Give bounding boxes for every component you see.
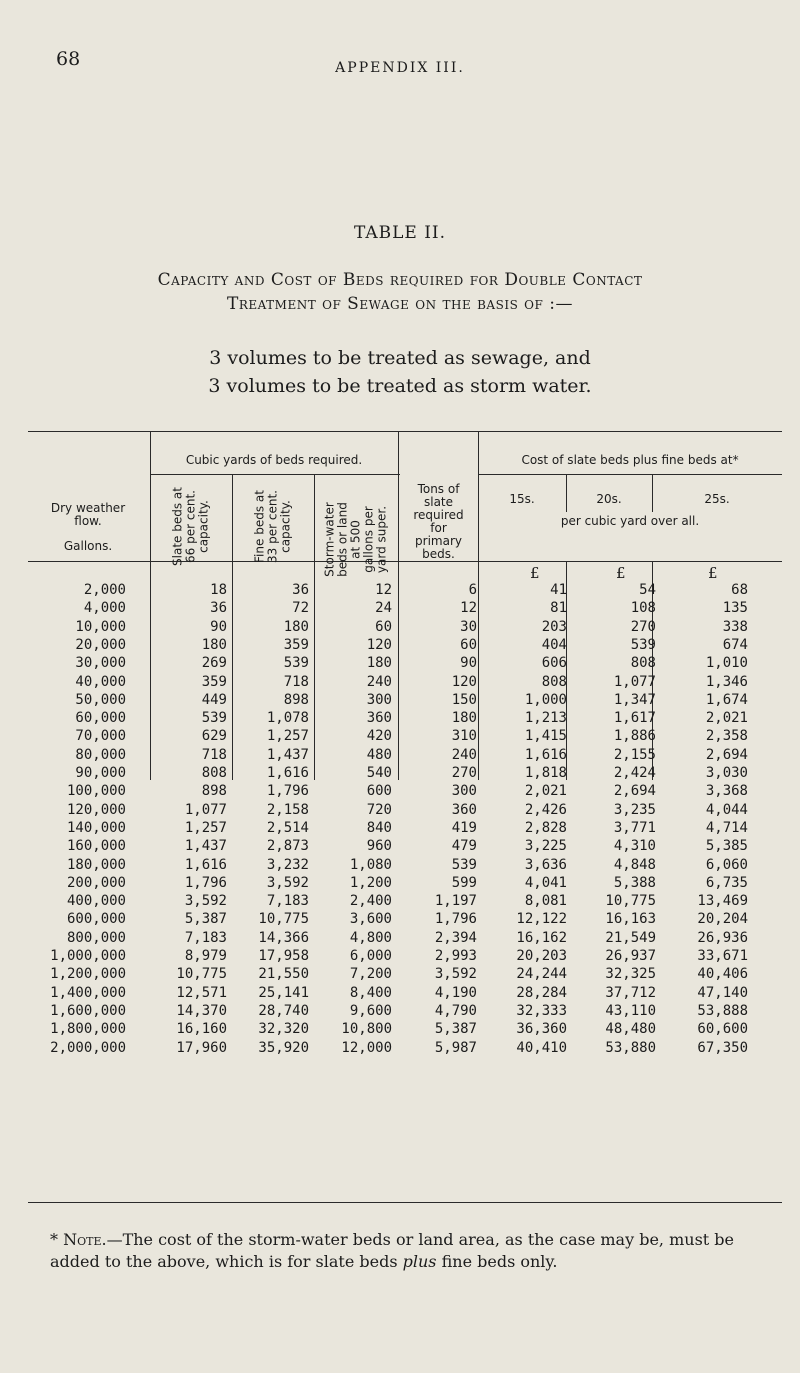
table-cell: 18 (210, 582, 227, 598)
footnote-label: * Note. (50, 1230, 107, 1249)
page-number: 68 (56, 48, 81, 70)
table-cell: 898 (283, 691, 309, 708)
table-cell: 180 (366, 655, 392, 672)
table-cell: 1,346 (705, 673, 748, 690)
table-cell: 300 (451, 783, 477, 800)
table-cell: 1,600,000 (50, 1002, 126, 1019)
table-cell: 269 (201, 655, 227, 672)
table-cell: 808 (541, 673, 567, 690)
table-cell: 120,000 (66, 801, 126, 818)
table-cell: 4,800 (349, 929, 392, 946)
basis-line-2: 3 volumes to be treated as storm water. (208, 375, 592, 397)
table-row (0, 966, 800, 984)
table-cell: 10,000 (75, 618, 126, 635)
table-cell: 100,000 (66, 783, 126, 800)
table-row (0, 674, 800, 692)
table-cell: 3,636 (524, 856, 567, 873)
table-cell: 12,000 (341, 1039, 392, 1056)
table-caption (0, 268, 800, 316)
table-cell: 26,937 (605, 948, 656, 964)
table-cell: 48,480 (605, 1021, 656, 1038)
table-cell: 72 (292, 600, 309, 617)
table-cell: 80,000 (75, 746, 126, 763)
table-cell: 4,190 (434, 984, 477, 1001)
table-cell: 600,000 (66, 911, 126, 928)
table-cell: 60,000 (75, 710, 126, 727)
table-cell: 140,000 (66, 819, 126, 836)
table-row (0, 619, 800, 637)
table-row (0, 948, 800, 966)
table-cell: 6,060 (705, 856, 748, 873)
table-cell: 3,232 (266, 856, 309, 873)
table-cell: 400,000 (66, 893, 126, 910)
table-cell: 160,000 (66, 838, 126, 855)
table-cell: 7,183 (266, 893, 309, 910)
table-cell: 17,960 (176, 1039, 227, 1056)
table-cell: 1,437 (266, 746, 309, 763)
table-cell: 300 (366, 691, 392, 708)
table-cell: 3,771 (613, 819, 656, 836)
table-cell: 17,958 (258, 948, 309, 964)
table-cell: 606 (541, 655, 567, 672)
footnote-text-after: fine beds only. (436, 1252, 558, 1271)
table-cell: 338 (722, 618, 748, 635)
table-cell: 2,000 (83, 582, 126, 598)
table-cell: 4,041 (524, 874, 567, 891)
table-cell: 5,387 (184, 911, 227, 928)
table-cell: 270 (451, 765, 477, 781)
table-cell: 419 (451, 819, 477, 836)
table-cell: 90 (460, 655, 477, 672)
caption-line-1: Capacity and Cost of Beds required for Double Contact (157, 270, 643, 290)
table-cell: 2,426 (524, 801, 567, 818)
table-cell: 21,549 (605, 929, 656, 946)
table-cell: 3,225 (524, 838, 567, 855)
table-cell: 404 (541, 636, 567, 653)
table-row (0, 637, 800, 655)
table-row (0, 875, 800, 893)
rate-25s-header: 25s. (704, 492, 730, 506)
table-cell: 9,600 (349, 1002, 392, 1019)
table-cell: 1,257 (184, 819, 227, 836)
running-head: APPENDIX III. (335, 60, 465, 76)
table-cell: 60,600 (697, 1021, 748, 1038)
table-cell: 67,350 (697, 1039, 748, 1056)
top-rule (28, 431, 782, 432)
table-cell: 36 (292, 582, 309, 598)
table-cell: 800,000 (66, 929, 126, 946)
table-cell: 13,469 (697, 893, 748, 910)
table-cell: 7,200 (349, 966, 392, 983)
table-cell: 20,204 (697, 911, 748, 928)
table-cell: 81 (550, 600, 567, 617)
table-cell: 720 (366, 801, 392, 818)
table-cell: 3,235 (613, 801, 656, 818)
table-cell: 960 (366, 838, 392, 855)
flow-header-line-1: Dry weather (50, 501, 126, 515)
table-cell: 5,987 (434, 1039, 477, 1056)
table-cell: 14,370 (176, 1002, 227, 1019)
table-cell: 70,000 (75, 728, 126, 745)
table-row (0, 655, 800, 673)
table-cell: 36 (210, 600, 227, 617)
tons-header-line-2: slate (423, 495, 454, 509)
table-cell: 898 (201, 783, 227, 800)
tons-header-line-5: primary (415, 534, 462, 548)
slate-beds-header-text: Slate beds at 66 per cent. capacity. (170, 487, 211, 566)
table-cell: 60 (375, 618, 392, 635)
table-cell: 808 (201, 765, 227, 781)
table-cell: 3,030 (705, 765, 748, 781)
table-cell: 600 (366, 783, 392, 800)
table-cell: 1,000 (524, 691, 567, 708)
table-cell: 2,358 (705, 728, 748, 745)
table-cell: 10,775 (605, 893, 656, 910)
table-cell: 1,077 (613, 673, 656, 690)
table-cell: 21,550 (258, 966, 309, 983)
table-cell: 1,077 (184, 801, 227, 818)
table-cell: 539 (630, 636, 656, 653)
table-cell: 10,775 (258, 911, 309, 928)
table-cell: 420 (366, 728, 392, 745)
table-cell: 2,021 (705, 710, 748, 727)
table-row (0, 1003, 800, 1021)
table-cell: 41 (550, 582, 567, 598)
pound-sign-25s: £ (708, 564, 718, 582)
table-cell: 2,155 (613, 746, 656, 763)
table-cell: 60 (460, 636, 477, 653)
table-cell: 12,571 (176, 984, 227, 1001)
table-cell: 16,163 (605, 911, 656, 928)
table-cell: 2,021 (524, 783, 567, 800)
flow-unit-header: Gallons. (63, 539, 113, 553)
table-cell: 1,415 (524, 728, 567, 745)
table-cell: 180 (201, 636, 227, 653)
table-cell: 6,735 (705, 874, 748, 891)
table-cell: 808 (630, 655, 656, 672)
table-cell: 32,333 (516, 1002, 567, 1019)
table-cell: 33,671 (697, 948, 748, 964)
table-row (0, 820, 800, 838)
table-cell: 40,410 (516, 1039, 567, 1056)
table-cell: 1,818 (524, 765, 567, 781)
slate-beds-header (172, 467, 211, 587)
table-row (0, 985, 800, 1003)
flow-header-line-2: flow. (74, 514, 102, 528)
pound-sign-15s: £ (530, 564, 540, 582)
table-cell: 12 (460, 600, 477, 617)
table-cell: 449 (201, 691, 227, 708)
table-cell: 2,694 (613, 783, 656, 800)
bottom-rule (28, 1202, 782, 1203)
table-cell: 1,616 (184, 856, 227, 873)
table-cell: 12,122 (516, 911, 567, 928)
table-cell: 1,213 (524, 710, 567, 727)
table-cell: 135 (722, 600, 748, 617)
tons-header (399, 483, 478, 561)
per-unit-header: per cubic yard over all. (560, 514, 700, 528)
table-cell: 1,347 (613, 691, 656, 708)
table-cell: 180 (283, 618, 309, 635)
table-cell: 68 (731, 582, 748, 598)
table-row (0, 710, 800, 728)
table-row (0, 930, 800, 948)
table-cell: 10,775 (176, 966, 227, 983)
table-cell: 3,592 (434, 966, 477, 983)
table-cell: 5,387 (434, 1021, 477, 1038)
table-cell: 1,617 (613, 710, 656, 727)
tons-header-line-3: required (413, 508, 464, 522)
table-cell: 2,993 (434, 948, 477, 964)
table-row (0, 838, 800, 856)
table-cell: 4,000 (83, 600, 126, 617)
table-cell: 24 (375, 600, 392, 617)
header-bottom-rule (28, 561, 782, 562)
table-cell: 90,000 (75, 765, 126, 781)
table-cell: 599 (451, 874, 477, 891)
table-cell: 1,796 (434, 911, 477, 928)
fine-beds-header-text: Fine beds at 33 per cent. capacity. (252, 490, 293, 563)
table-cell: 540 (366, 765, 392, 781)
table-row (0, 893, 800, 911)
table-cell: 14,366 (258, 929, 309, 946)
table-cell: 4,310 (613, 838, 656, 855)
table-row (0, 600, 800, 618)
table-cell: 1,080 (349, 856, 392, 873)
table-cell: 5,385 (705, 838, 748, 855)
caption-line-2: Treatment of Sewage on the basis of :— (227, 294, 573, 314)
table-cell: 4,848 (613, 856, 656, 873)
rate-15s-header: 15s. (509, 492, 535, 506)
table-row (0, 728, 800, 746)
table-cell: 1,400,000 (50, 984, 126, 1001)
table-cell: 240 (366, 673, 392, 690)
table-cell: 30,000 (75, 655, 126, 672)
table-cell: 8,081 (524, 893, 567, 910)
table-cell: 1,674 (705, 691, 748, 708)
table-cell: 35,920 (258, 1039, 309, 1056)
table-cell: 6 (468, 582, 477, 598)
table-row (0, 765, 800, 783)
table-cell: 1,800,000 (50, 1021, 126, 1038)
table-cell: 2,828 (524, 819, 567, 836)
table-cell: 3,600 (349, 911, 392, 928)
table-cell: 359 (201, 673, 227, 690)
table-cell: 47,140 (697, 984, 748, 1001)
table-cell: 1,200 (349, 874, 392, 891)
table-cell: 10,800 (341, 1021, 392, 1038)
table-cell: 37,712 (605, 984, 656, 1001)
table-cell: 539 (201, 710, 227, 727)
table-cell: 120 (451, 673, 477, 690)
table-cell: 32,320 (258, 1021, 309, 1038)
table-cell: 53,888 (697, 1002, 748, 1019)
table-cell: 674 (722, 636, 748, 653)
table-cell: 1,197 (434, 893, 477, 910)
pound-sign-20s: £ (616, 564, 626, 582)
table-row (0, 911, 800, 929)
table-cell: 53,880 (605, 1039, 656, 1056)
table-cell: 2,158 (266, 801, 309, 818)
table-row (0, 857, 800, 875)
table-cell: 20,203 (516, 948, 567, 964)
table-cell: 479 (451, 838, 477, 855)
flow-header (28, 502, 148, 528)
table-row (0, 1021, 800, 1039)
table-cell: 1,000,000 (50, 948, 126, 964)
basis-line-1: 3 volumes to be treated as sewage, and (209, 347, 591, 369)
table-cell: 30 (460, 618, 477, 635)
table-cell: 360 (366, 710, 392, 727)
table-row (0, 747, 800, 765)
table-row (0, 582, 800, 600)
table-cell: 180,000 (66, 856, 126, 873)
table-cell: 40,406 (697, 966, 748, 983)
table-cell: 26,936 (697, 929, 748, 946)
table-cell: 310 (451, 728, 477, 745)
table-cell: 1,796 (184, 874, 227, 891)
table-cell: 28,740 (258, 1002, 309, 1019)
table-title: TABLE II. (353, 223, 447, 243)
table-cell: 718 (283, 673, 309, 690)
table-cell: 4,044 (705, 801, 748, 818)
footnote-italic: plus (402, 1252, 437, 1271)
table-cell: 3,592 (266, 874, 309, 891)
table-cell: 4,714 (705, 819, 748, 836)
table-cell: 1,616 (266, 765, 309, 781)
table-cell: 1,616 (524, 746, 567, 763)
table-cell: 2,873 (266, 838, 309, 855)
table-cell: 6,000 (349, 948, 392, 964)
table-cell: 16,160 (176, 1021, 227, 1038)
table-cell: 2,394 (434, 929, 477, 946)
table-cell: 5,388 (613, 874, 656, 891)
table-cell: 28,284 (516, 984, 567, 1001)
fine-beds-header (254, 467, 293, 587)
table-row (0, 783, 800, 801)
footnote (50, 1229, 770, 1273)
table-cell: 240 (451, 746, 477, 763)
table-cell: 40,000 (75, 673, 126, 690)
table-cell: 7,183 (184, 929, 227, 946)
table-cell: 1,200,000 (50, 966, 126, 983)
table-cell: 43,110 (605, 1002, 656, 1019)
table-cell: 120 (366, 636, 392, 653)
table-cell: 2,000,000 (50, 1039, 126, 1056)
cost-group-header: Cost of slate beds plus fine beds at* (521, 453, 739, 467)
table-cell: 4,790 (434, 1002, 477, 1019)
subheader-rule-cost (478, 474, 782, 475)
table-cell: 150 (451, 691, 477, 708)
table-cell: 25,141 (258, 984, 309, 1001)
table-cell: 539 (451, 856, 477, 873)
table-cell: 12 (375, 582, 392, 598)
table-cell: 360 (451, 801, 477, 818)
storm-beds-header-text: Storm-water beds or land at 500 gallons per yard super. (322, 502, 389, 577)
table-cell: 54 (639, 582, 656, 598)
table-cell: 718 (201, 746, 227, 763)
table-cell: 2,694 (705, 746, 748, 763)
table-cell: 90 (210, 618, 227, 635)
table-cell: 36,360 (516, 1021, 567, 1038)
basis-statement (0, 344, 800, 400)
table-cell: 3,592 (184, 893, 227, 910)
rate-20s-header: 20s. (596, 492, 622, 506)
table-cell: 270 (630, 618, 656, 635)
table-cell: 539 (283, 655, 309, 672)
table-row (0, 802, 800, 820)
table-cell: 32,325 (605, 966, 656, 983)
table-cell: 203 (541, 618, 567, 635)
table-cell: 359 (283, 636, 309, 653)
table-cell: 16,162 (516, 929, 567, 946)
table-cell: 1,010 (705, 655, 748, 672)
table-cell: 180 (451, 710, 477, 727)
table-cell: 50,000 (75, 691, 126, 708)
table-cell: 840 (366, 819, 392, 836)
table-row (0, 692, 800, 710)
cubic-yards-group-header: Cubic yards of beds required. (185, 453, 363, 467)
tons-header-line-1: Tons of (417, 482, 460, 496)
table-cell: 2,514 (266, 819, 309, 836)
table-cell: 629 (201, 728, 227, 745)
table-cell: 1,437 (184, 838, 227, 855)
table-cell: 480 (366, 746, 392, 763)
table-cell: 1,257 (266, 728, 309, 745)
table-cell: 8,400 (349, 984, 392, 1001)
table-cell: 1,078 (266, 710, 309, 727)
table-cell: 24,244 (516, 966, 567, 983)
table-cell: 2,400 (349, 893, 392, 910)
table-cell: 20,000 (75, 636, 126, 653)
table-cell: 108 (630, 600, 656, 617)
table-cell: 1,886 (613, 728, 656, 745)
table-cell: 3,368 (705, 783, 748, 800)
tons-header-line-4: for (430, 521, 447, 535)
tons-header-line-6: beds. (422, 547, 455, 561)
table-cell: 200,000 (66, 874, 126, 891)
table-cell: 1,796 (266, 783, 309, 800)
table-row (0, 1040, 800, 1058)
footnote-text-before: —The cost of the storm-water beds or land area, as the case may be, must be added to the above, which is for slate beds (50, 1230, 735, 1271)
table-cell: 8,979 (184, 948, 227, 964)
table-cell: 2,424 (613, 765, 656, 781)
